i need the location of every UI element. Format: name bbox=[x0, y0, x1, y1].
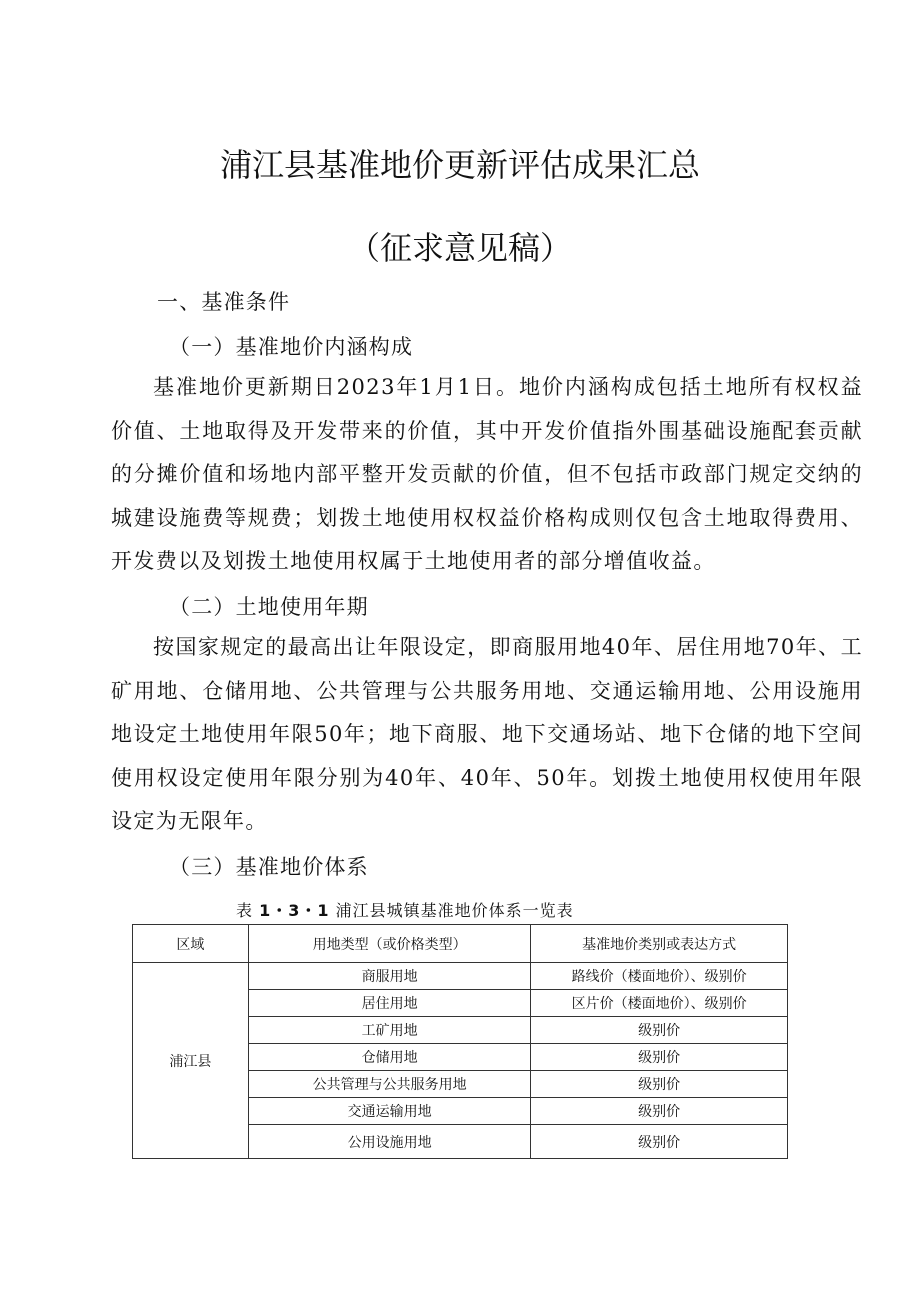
subsection-heading-land-use-term: （二）土地使用年期 bbox=[169, 595, 369, 619]
table-caption-prefix: 表 bbox=[236, 901, 254, 920]
document-title: 浦江县基准地价更新评估成果汇总 bbox=[219, 146, 700, 184]
section-heading-basic-conditions: 一、基准条件 bbox=[157, 290, 291, 314]
land-type-cell: 公共管理与公共服务用地 bbox=[248, 1071, 531, 1098]
price-method-cell: 级别价 bbox=[531, 1098, 788, 1125]
table-row bbox=[133, 963, 788, 990]
price-method-cell: 级别价 bbox=[531, 1071, 788, 1098]
subsection-heading-price-system: （三）基准地价体系 bbox=[169, 855, 369, 879]
price-method-cell: 区片价（楼面地价）、级别价 bbox=[531, 990, 788, 1017]
table-caption-text: 浦江县城镇基准地价体系一览表 bbox=[335, 901, 574, 920]
document-subtitle: （征求意见稿） bbox=[347, 229, 572, 267]
land-type-cell: 居住用地 bbox=[248, 990, 531, 1017]
land-type-cell: 交通运输用地 bbox=[248, 1098, 531, 1125]
table-caption bbox=[236, 898, 574, 921]
region-cell: 浦江县 bbox=[133, 963, 249, 1159]
price-system-table bbox=[132, 924, 788, 1159]
land-type-cell: 工矿用地 bbox=[248, 1017, 531, 1044]
price-method-cell: 级别价 bbox=[531, 1125, 788, 1159]
table-caption-number: 1・3・1 bbox=[259, 901, 330, 920]
price-method-cell: 级别价 bbox=[531, 1044, 788, 1071]
land-type-cell: 商服用地 bbox=[248, 963, 531, 990]
header-cell-region: 区域 bbox=[133, 925, 249, 963]
table-header-row bbox=[133, 925, 788, 963]
land-type-cell: 公用设施用地 bbox=[248, 1125, 531, 1159]
paragraph-connotation: 基准地价更新期日2023年1月1日。地价内涵构成包括土地所有权权益价值、土地取得及开发带来的价值，其中开发价值指外围基础设施配套贡献的分摊价值和场地内部平整开发贡献的价值，但不包括市政部门规定交纳的城建设施费等规费；划拨土地使用权权益价格构成则仅包含土地取得费用、开发费以及划拨土地使用权属于土地使用者的部分增值收益。 bbox=[111, 375, 863, 573]
land-type-cell: 仓储用地 bbox=[248, 1044, 531, 1071]
price-method-cell: 级别价 bbox=[531, 1017, 788, 1044]
subsection-heading-connotation: （一）基准地价内涵构成 bbox=[169, 335, 414, 359]
header-cell-land-type: 用地类型（或价格类型） bbox=[248, 925, 531, 963]
header-cell-price-method: 基准地价类别或表达方式 bbox=[531, 925, 788, 963]
price-method-cell: 路线价（楼面地价）、级别价 bbox=[531, 963, 788, 990]
paragraph-land-use-term: 按国家规定的最高出让年限设定，即商服用地40年、居住用地70年、工矿用地、仓储用地、公共管理与公共服务用地、交通运输用地、公用设施用地设定土地使用年限50年；地下商服、地下交通场站、地下仓储的地下空间使用权设定使用年限分别为40年、40年、50年。划拨土地使用权使用年限设定为无限年。 bbox=[111, 635, 863, 833]
